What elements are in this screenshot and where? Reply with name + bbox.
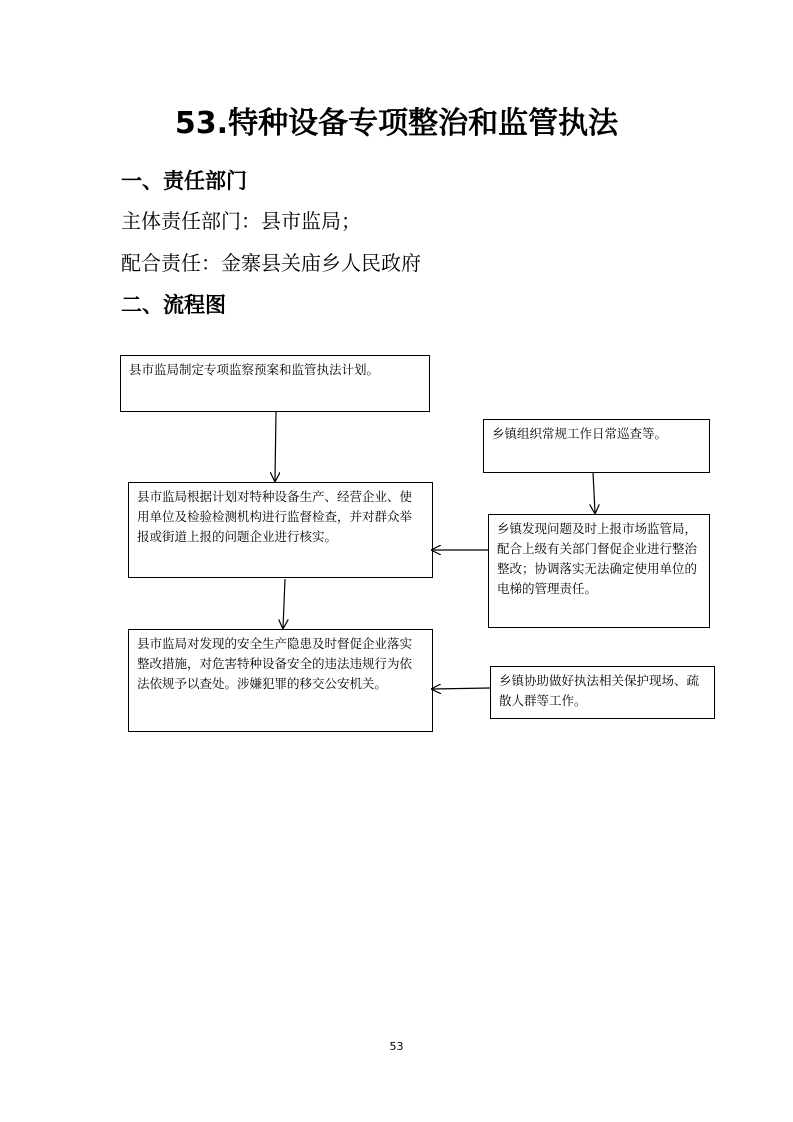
flowchart-heading: 二、流程图	[121, 293, 226, 317]
flow-box-township-assist-text: 乡镇协助做好执法相关保护现场、疏散人群等工作。	[499, 673, 700, 708]
page-number: 53	[389, 1040, 404, 1053]
flow-box-inspection	[128, 482, 433, 578]
flow-box-plan-text: 县市监局制定专项监察预案和监管执法计划。	[129, 362, 380, 377]
arrow-box2-to-box3	[283, 579, 285, 628]
flow-box-township-patrol	[483, 419, 710, 473]
responsibility-heading: 一、责任部门	[121, 169, 247, 193]
arrow-box4-to-box5	[593, 472, 595, 513]
flow-box-township-patrol-text: 乡镇组织常规工作日常巡查等。	[492, 426, 668, 441]
page-title: 53.特种设备专项整治和监管执法	[174, 106, 619, 141]
flow-box-inspection-text: 县市监局根据计划对特种设备生产、经营企业、使用单位及检验检测机构进行监督检查，并对群众举报或街道上报的问题企业进行核实。	[137, 489, 413, 544]
flow-box-township-assist	[490, 666, 715, 719]
flow-box-rectification-text: 县市监局对发现的安全生产隐患及时督促企业落实整改措施，对危害特种设备安全的违法违规行为依法依规予以查处。涉嫌犯罪的移交公安机关。	[137, 636, 413, 691]
flow-box-township-report	[488, 514, 710, 628]
main-dept-line: 主体责任部门：县市监局；	[121, 209, 361, 233]
flow-box-rectification	[128, 629, 433, 732]
arrow-box6-to-box3	[432, 688, 490, 689]
flow-box-township-report-text: 乡镇发现问题及时上报市场监管局，配合上级有关部门督促企业进行整治整改；协调落实无法确定使用单位的电梯的管理责任。	[497, 521, 698, 596]
arrow-box1-to-box2	[275, 411, 276, 481]
cooperating-line: 配合责任：金寨县关庙乡人民政府	[121, 251, 421, 275]
flow-box-plan	[120, 355, 430, 412]
